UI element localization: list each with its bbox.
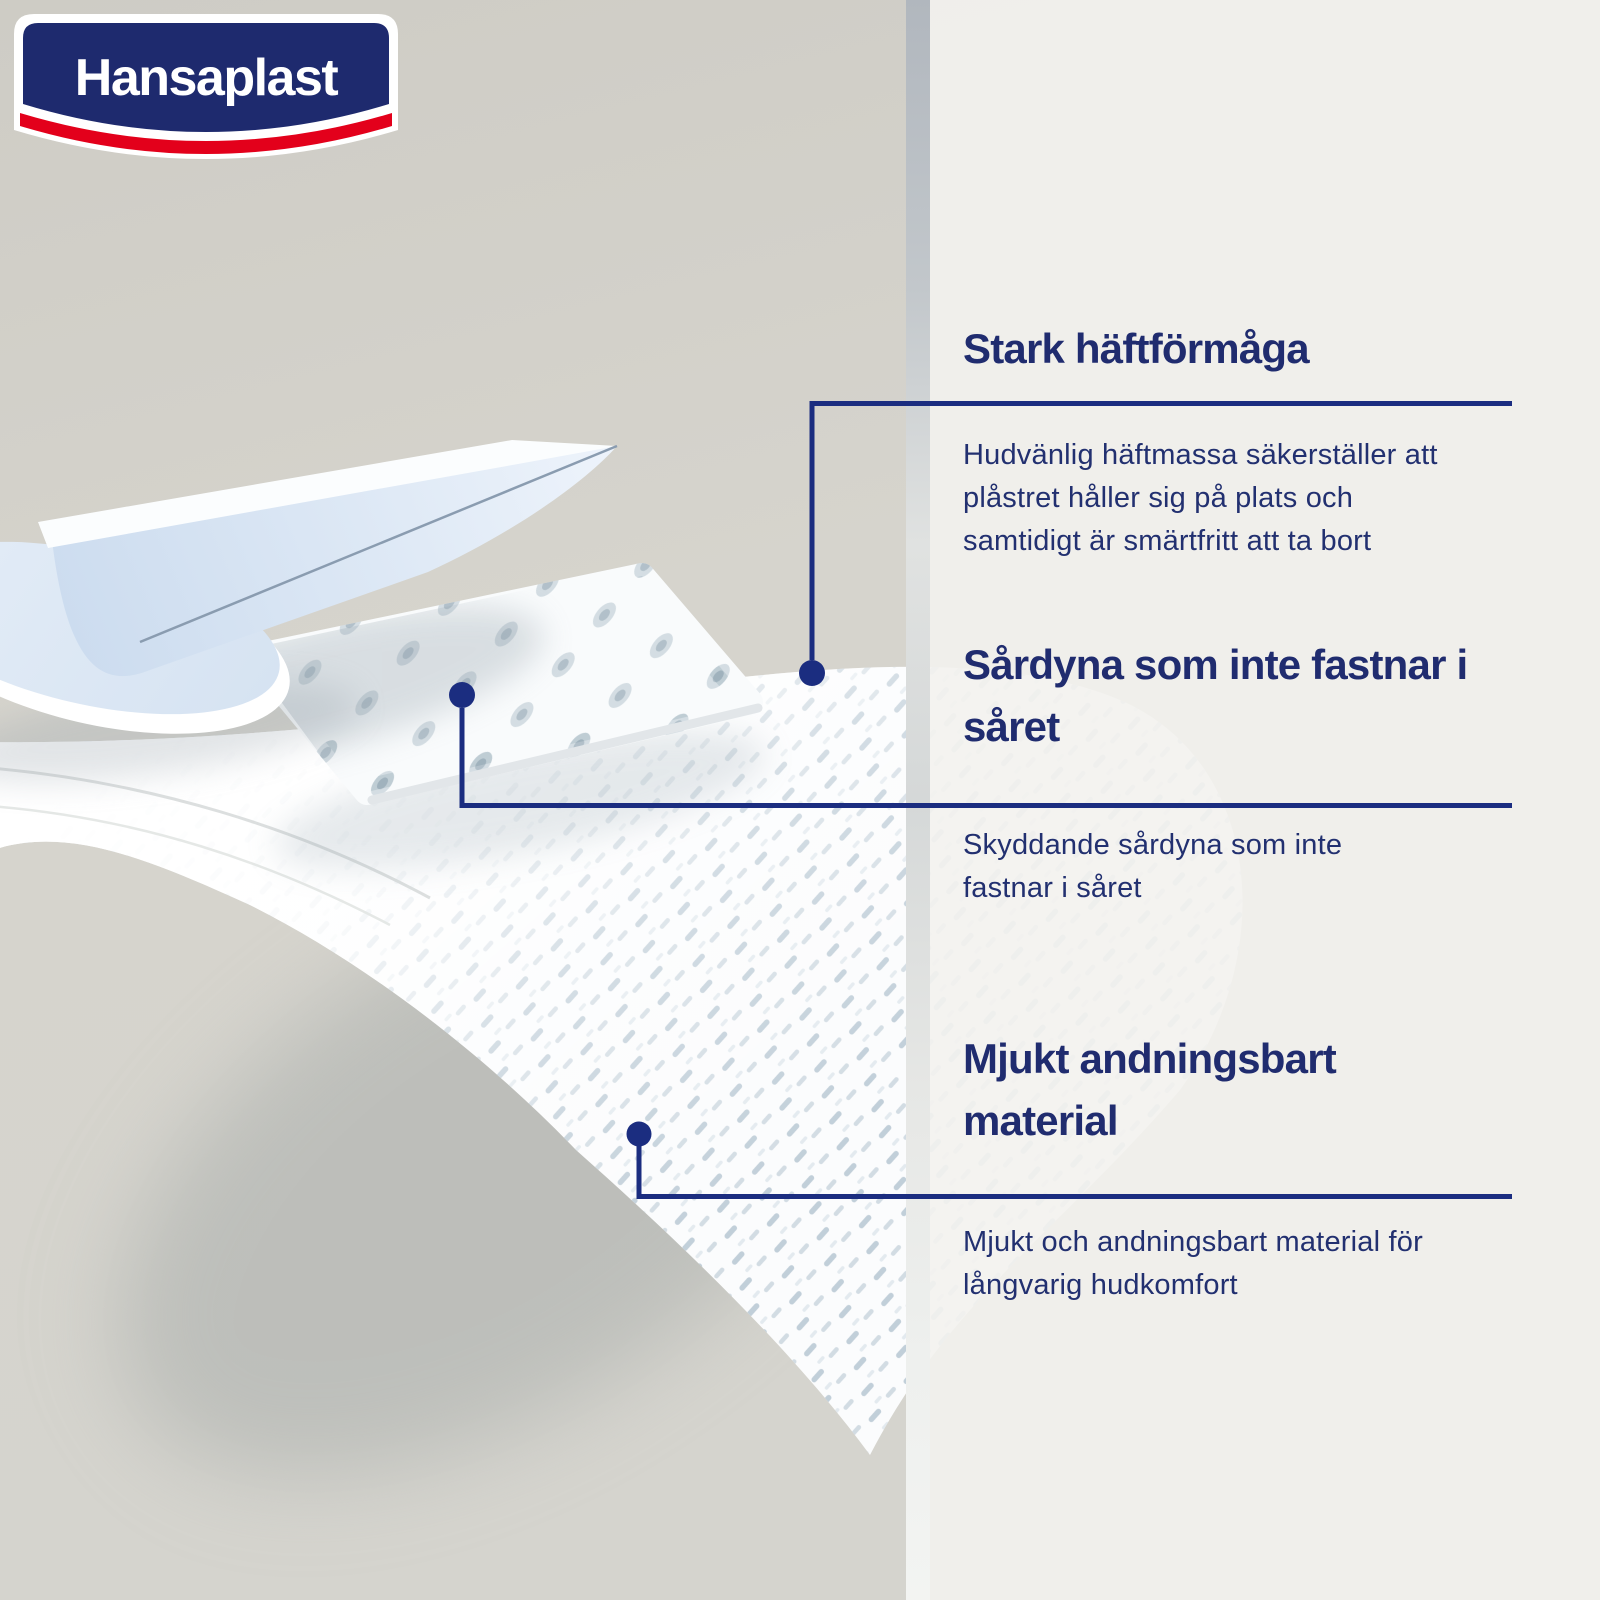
feature-wound-pad: [963, 634, 1483, 910]
brand-wordmark: Hansaplast: [74, 49, 338, 107]
panel-edge-divider: [906, 0, 930, 1600]
leader-dot-wound-pad: [449, 682, 475, 708]
leader-dot-material: [627, 1122, 652, 1147]
feature-wound-pad-title: Sårdyna som inte fastnar i såret: [963, 641, 1468, 750]
feature-material-description: Mjukt och andningsbart material för långvarig hudkomfort: [963, 1226, 1423, 1301]
feature-material: [963, 1028, 1483, 1307]
leader-dot-adhesion: [799, 660, 825, 686]
feature-adhesion: [963, 318, 1523, 563]
feature-adhesion-title: Stark häftförmåga: [963, 325, 1309, 372]
feature-adhesion-description: Hudvänlig häftmassa säkerställer att plåstret håller sig på plats och samtidigt är smärtfritt att ta bort: [963, 439, 1438, 557]
feature-wound-pad-description: Skyddande sårdyna som inte fastnar i såret: [963, 829, 1343, 904]
feature-material-title: Mjukt andningsbart material: [963, 1035, 1336, 1144]
